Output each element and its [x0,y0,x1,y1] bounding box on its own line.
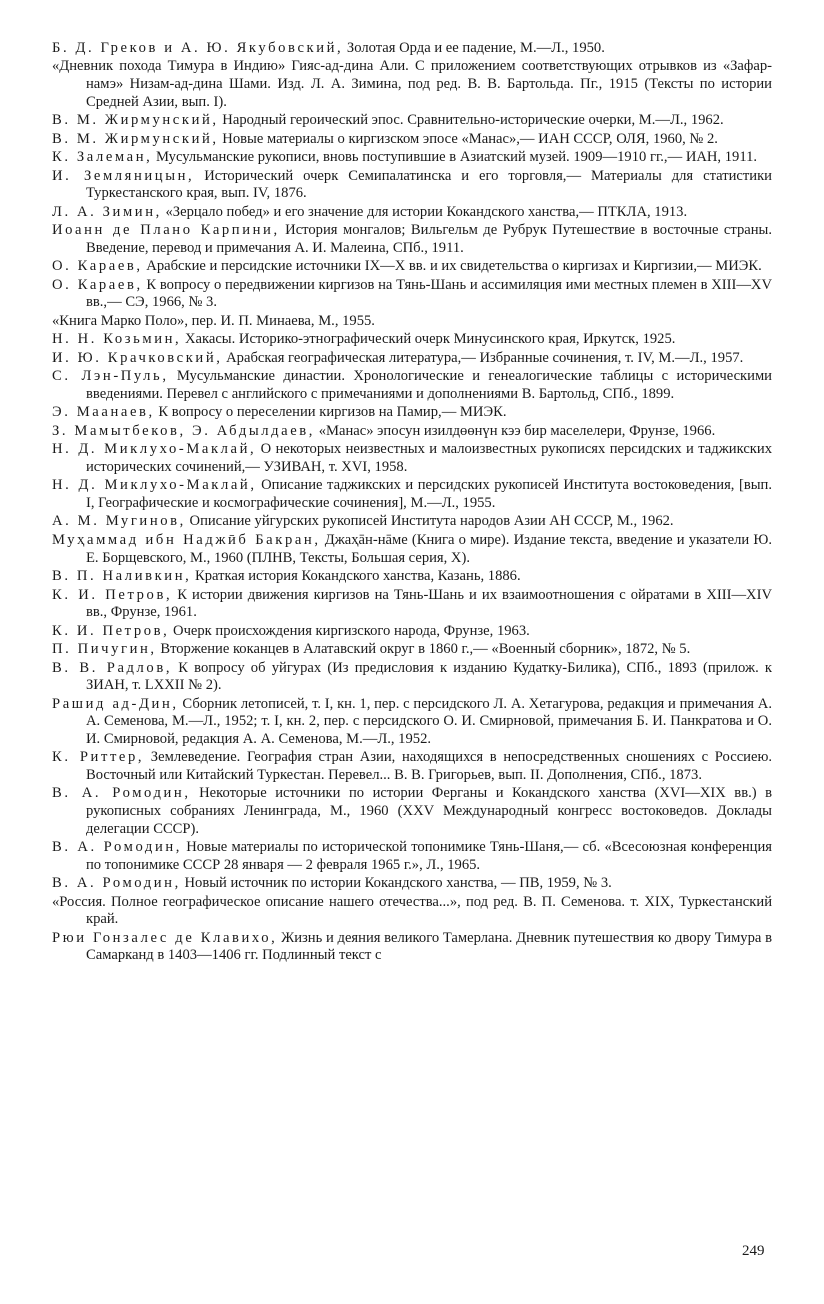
entry-text: К истории движения киргизов на Тянь-Шань и их взаимоотношения с ойратами в XIII—XIV вв., Фрунзе, 1961. [86,586,772,621]
bibliography-entry [52,532,772,567]
bibliography-entry [52,441,772,476]
entry-author: Н. Д. Миклухо-Маклай, [52,441,257,458]
entry-text: «Книга Марко Поло», пер. И. П. Минаева, М., 1955. [52,312,375,329]
bibliography-entry [52,277,772,312]
bibliography-entry [52,404,772,422]
entry-author: Рюи Гонзалес де Клавихо, [52,929,278,946]
bibliography-entry [52,875,772,893]
bibliography-entry [52,131,772,149]
bibliography-entry [52,258,772,276]
entry-text: К вопросу о передвижении киргизов на Тянь-Шань и ассимиляция ими местных племен в XIII—XV вв.,— СЭ, 1966, № 3. [86,276,772,311]
entry-author: К. И. Петров, [52,586,173,603]
entry-author: Н. Д. Миклухо-Маклай, [52,477,257,494]
entry-text: Краткая история Кокандского ханства, Казань, 1886. [191,568,521,585]
entry-author: Б. Д. Греков и А. Ю. Якубовский, [52,40,344,56]
entry-author: С. Лэн-Пуль, [52,368,169,385]
entry-author: И. Земляницын, [52,167,195,184]
entry-text: К вопросу о переселении киргизов на Памир,— МИЭК. [154,404,507,421]
bibliography-entry [52,204,772,222]
bibliography-entry [52,149,772,167]
entry-text: Арабские и персидские источники IX—X вв. и их свидетельства о киргизах и Киргизии,— МИЭК. [142,258,762,275]
entry-text: Описание таджикских и персидских рукописей Института востоковедения, [вып. I, Географические и космографические сочинения], М.—Л., 1955. [86,477,772,511]
entry-text: О некоторых неизвестных и малоизвестных рукописях персидских и таджикских исторических сочинений,— УЗИВАН, т. XVI, 1958. [86,441,772,475]
entry-author: Э. Маанаев, [52,404,155,421]
entry-text: «Россия. Полное географическое описание нашего отечества...», под ред. В. П. Семенова. т. XIX, Туркестанский край. [52,893,772,928]
entry-text: К вопросу об уйгурах (Из предисловия к изданию Кудатку-Билика), СПб., 1893 (прилож. к ЗИАН, т. LXXII № 2). [86,659,772,694]
bibliography-entry [52,168,772,203]
entry-text: Новые материалы по исторической топонимике Тянь-Шаня,— сб. «Всесоюзная конференция по топонимике СССР 28 января — 2 февраля 1965 г.», Л., 1965. [86,839,773,873]
entry-text: Золотая Орда и ее падение, М.—Л., 1950. [343,40,605,56]
entry-author: В. М. Жирмунский, [52,112,219,129]
bibliography-entry [52,660,772,695]
bibliography-entry [52,623,772,641]
entry-author: О. Караев, [52,276,143,293]
bibliography-entry [52,785,772,838]
bibliography-entry [52,641,772,659]
entry-text: Описание уйгурских рукописей Института народов Азии АН СССР, М., 1962. [185,513,674,530]
bibliography-entry [52,313,772,331]
entry-text: Джаҳāн-нāме (Книга о мире). Издание текста, введение и указатели Ю. Е. Борщевского, М., 1960 (ПЛНВ, Тексты, Большая серия, X). [86,531,773,566]
entry-author: Рашид ад-Дин, [52,695,179,712]
entry-text: «Дневник похода Тимура в Индию» Гияс-ад-дина Али. С приложением соответствующих отрывков из «Зафар-намэ» Низам-ад-дина Шами. Изд. Л. А. Зимина, под ред. В. В. Бартольда. Пг., 1915 (Тексты по истории Средней Азии, вып. I). [52,58,772,110]
entry-author: А. М. Мугинов, [52,513,186,530]
entry-author: В. А. Ромодин, [52,839,183,856]
entry-author: Н. Н. Козьмин, [52,331,182,348]
entry-author: В. М. Жирмунский, [52,130,219,147]
entry-author: К. Риттер, [52,749,145,766]
entry-text: Жизнь и деяния великого Тамерлана. Дневник путешествия ко двору Тимура в Самарканд в 1403—1406 гг. Подлинный текст с [86,929,772,964]
bibliography-entry [52,112,772,130]
bibliography-entry [52,222,772,257]
entry-text: Хакасы. Историко-этнографический очерк Минусинского края, Иркутск, 1925. [181,331,676,348]
entry-text: Землеведение. География стран Азии, находящихся в непосредственных сношениях с Россиею. Восточный или Китайский Туркестан. Перевел... В. В. Григорьев, вып. II. Дополнения, СПб., 1873. [86,749,773,783]
bibliography-entry [52,368,772,403]
bibliography-entry [52,568,772,586]
bibliography-entry [52,350,772,368]
bibliography-entry [52,839,772,874]
entry-author: О. Караев, [52,258,143,275]
entry-text: Арабская географическая литература,— Избранные сочинения, т. IV, М.—Л., 1957. [222,349,744,366]
entry-author: К. Залеман, [52,149,153,166]
entry-author: В. А. Ромодин, [52,875,181,892]
entry-text: История монгалов; Вильгельм де Рубрук Путешествие в восточные страны. Введение, перевод и примечания А. И. Малеина, СПб., 1911. [86,222,772,256]
entry-author: В. П. Наливкин, [52,568,192,585]
entry-text: Новые материалы о киргизском эпосе «Манас»,— ИАН СССР, ОЛЯ, 1960, № 2. [218,130,718,147]
bibliography-entry [52,930,772,965]
bibliography-entry [52,587,772,622]
entry-author: З. Мамытбеков, Э. Абдылдаев, [52,422,316,439]
entry-author: П. Пичугин, [52,641,157,658]
entry-author: В. В. Радлов, [52,659,173,676]
bibliography-entry [52,477,772,512]
entry-text: Мусульманские династии. Хронологические и генеалогические таблицы с историческими введениями. Перевел с английского с примечаниями и дополнениями В. Бартольд, СПб., 1899. [86,368,772,402]
entry-author: Иоанн де Плано Карпини, [52,222,280,239]
entry-text: Исторический очерк Семипалатинска и его торговля,— Материалы для статистики Туркестанского края, вып. IV, 1876. [86,167,772,202]
entry-text: Очерк происхождения киргизского народа, Фрунзе, 1963. [169,622,530,639]
entry-text: Сборник летописей, т. I, кн. 1, пер. с персидского Л. А. Хетагурова, редакция и примечания А. А. Семенова, М.—Л., 1952; т. I, кн. 2, пер. с персидского О. И. Смирновой, примечания Б. И. Панкратова и О. И. Смирновой, редакция А. А. Семенова, М.—Л., 1952. [86,695,772,747]
entry-author: И. Ю. Крачковский, [52,349,223,366]
bibliography-entry [52,423,772,441]
entry-text: «Зерцало побед» и его значение для истории Кокандского ханства,— ПТКЛА, 1913. [161,203,688,220]
entry-text: Мусульманские рукописи, вновь поступившие в Азиатский музей. 1909—1910 гг.,— ИАН, 1911. [152,149,758,166]
entry-author: Л. А. Зимин, [52,203,162,220]
bibliography-entry [52,331,772,349]
entry-text: Некоторые источники по истории Ферганы и Кокандского ханства (XVI—XIX вв.) в рукописных собраниях Ленинграда, М., 1960 (XXV Международный конгресс востоковедов. Доклады делегации СССР). [86,785,773,837]
entry-text: «Манас» эпосун изилдөөнүн кээ бир маселелери, Фрунзе, 1966. [315,422,716,439]
entry-author: В. А. Ромодин, [52,785,191,802]
entry-author: К. И. Петров, [52,622,170,639]
bibliography-entry [52,749,772,784]
page-number: 249 [742,1243,765,1259]
bibliography-entry [52,513,772,531]
entry-text: Новый источник по истории Кокандского ханства, — ПВ, 1959, № 3. [180,875,612,892]
entry-author: Муҳаммад ибн Наджӣб Бакран, [52,531,321,548]
bibliography-entry [52,696,772,749]
bibliography-list [52,40,772,966]
bibliography-entry [52,40,772,58]
entry-text: Народный героический эпос. Сравнительно-исторические очерки, М.—Л., 1962. [218,112,724,129]
bibliography-entry [52,58,772,111]
entry-text: Вторжение коканцев в Алатавский округ в 1860 г.,— «Военный сборник», 1872, № 5. [156,641,691,658]
bibliography-entry [52,894,772,929]
